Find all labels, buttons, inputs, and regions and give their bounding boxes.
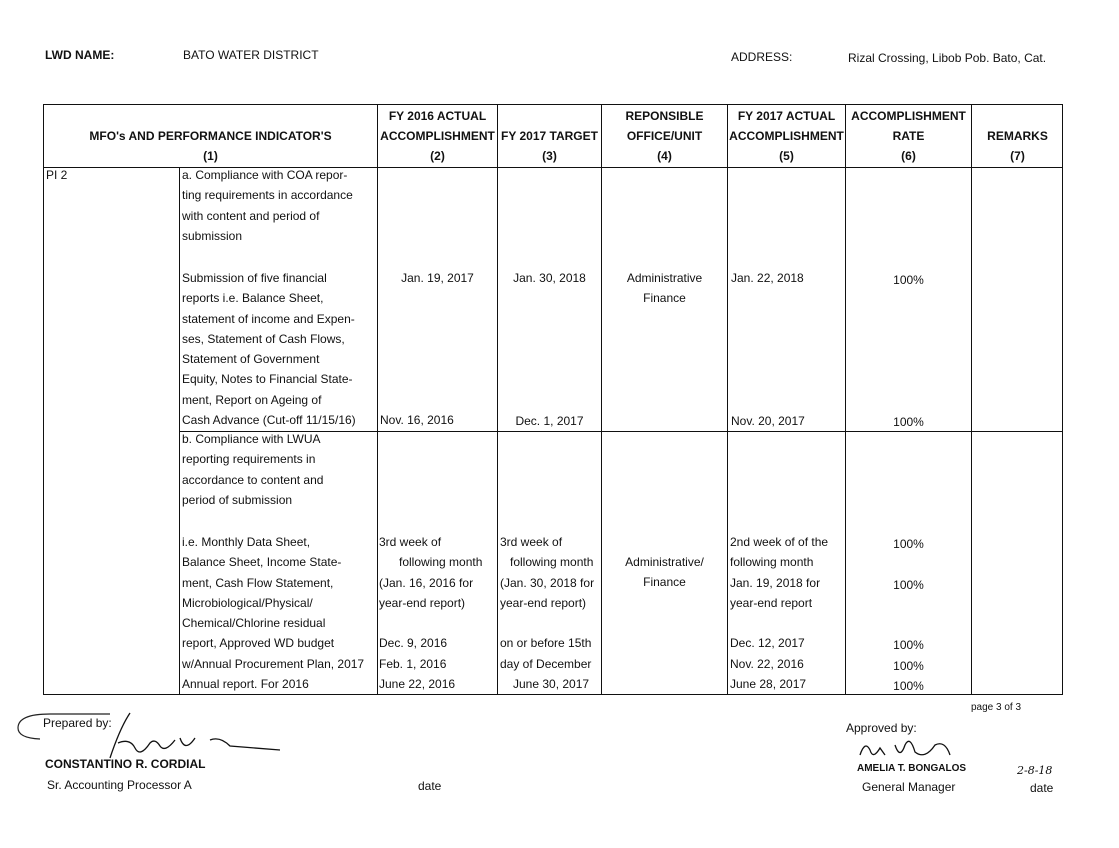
- section-a-fy2016-first: Jan. 19, 2017: [401, 271, 474, 285]
- lwd-name-value: BATO WATER DISTRICT: [183, 48, 319, 62]
- section-a-rate-first: 100%: [893, 273, 924, 287]
- pi-label: PI 2: [46, 168, 68, 182]
- section-b-office: Administrative/ Finance: [625, 555, 704, 590]
- section-b-title: b. Compliance with LWUA reporting requirements in accordance to content and period of submission: [182, 432, 324, 507]
- section-a-rate-second: 100%: [893, 415, 924, 429]
- section-a-title: a. Compliance with COA repor- ting requirements in accordance with content and period of submission: [182, 168, 353, 243]
- preparer-name: CONSTANTINO R. CORDIAL: [45, 757, 206, 771]
- address-value: Rizal Crossing, Libob Pob. Bato, Cat.: [848, 51, 1047, 65]
- col-header-mfo: MFO's AND PERFORMANCE INDICATOR'S (1): [89, 129, 332, 163]
- section-a-office: Administrative Finance: [626, 271, 703, 306]
- section-b-rate: 100% 100% 100% 100% 100%: [893, 537, 924, 694]
- section-b-fy2017: 2nd week of of the following month Jan. 19, 2018 for year-end report Dec. 12, 2017 Nov. 22, 2016 June 28, 2017: [730, 535, 829, 692]
- prepared-by-label: Prepared by:: [43, 716, 112, 730]
- section-a-target-first: Jan. 30, 2018: [513, 271, 586, 285]
- col-header-fy2017-target: FY 2017 TARGET (3): [501, 129, 598, 163]
- section-b-description: i.e. Monthly Data Sheet, Balance Sheet, Income State- ment, Cash Flow Statement, Microbiological/Physical/ Chemical/Chlorine residual report, Approved WD budget w/Annual Procurement Plan, 2017 Annual report. For 2016: [182, 535, 365, 692]
- handwritten-date: 2-8-18: [1017, 764, 1053, 777]
- col-header-remarks: REMARKS (7): [987, 129, 1048, 163]
- address-label: ADDRESS:: [731, 50, 793, 64]
- section-a-target-second: Dec. 1, 2017: [515, 414, 584, 428]
- approved-by-label: Approved by:: [846, 721, 917, 735]
- lwd-name-label: LWD NAME:: [45, 48, 115, 62]
- section-b-fy2016: 3rd week of following month (Jan. 16, 2016 for year-end report) Dec. 9, 2016 Feb. 1, 2016 June 22, 2016: [379, 535, 483, 692]
- section-b-target: 3rd week of following month (Jan. 30, 2018 for year-end report) on or before 15th day of December June 30, 2017: [500, 535, 595, 692]
- date-label-left: date: [418, 779, 442, 793]
- col-header-office: REPONSIBLE OFFICE/UNIT (4): [625, 109, 704, 163]
- col-header-rate: ACCOMPLISHMENT RATE (6): [851, 109, 966, 163]
- col-header-fy2017-actual: FY 2017 ACTUAL ACCOMPLISHMENT (5): [729, 109, 844, 163]
- preparer-title: Sr. Accounting Processor A: [47, 778, 192, 792]
- date-label-right: date: [1030, 781, 1054, 795]
- section-a-fy2017-first: Jan. 22, 2018: [731, 271, 804, 285]
- approver-title: General Manager: [862, 780, 956, 794]
- approver-name: AMELIA T. BONGALOS: [857, 763, 967, 774]
- col-header-fy2016: FY 2016 ACTUAL ACCOMPLISHMENT (2): [380, 109, 495, 163]
- section-a-fy2017-second: Nov. 20, 2017: [731, 414, 805, 428]
- section-a-fy2016-second: Nov. 16, 2016: [380, 413, 454, 427]
- section-a-description: Submission of five financial reports i.e. Balance Sheet, statement of income and Expen- ses, Statement of Cash Flows, Statement of Government Equity, Notes to Financial State- ment, Report on Ageing of Cash Advance (Cut-off 11/15/16): [182, 271, 356, 428]
- page-number: page 3 of 3: [971, 702, 1022, 713]
